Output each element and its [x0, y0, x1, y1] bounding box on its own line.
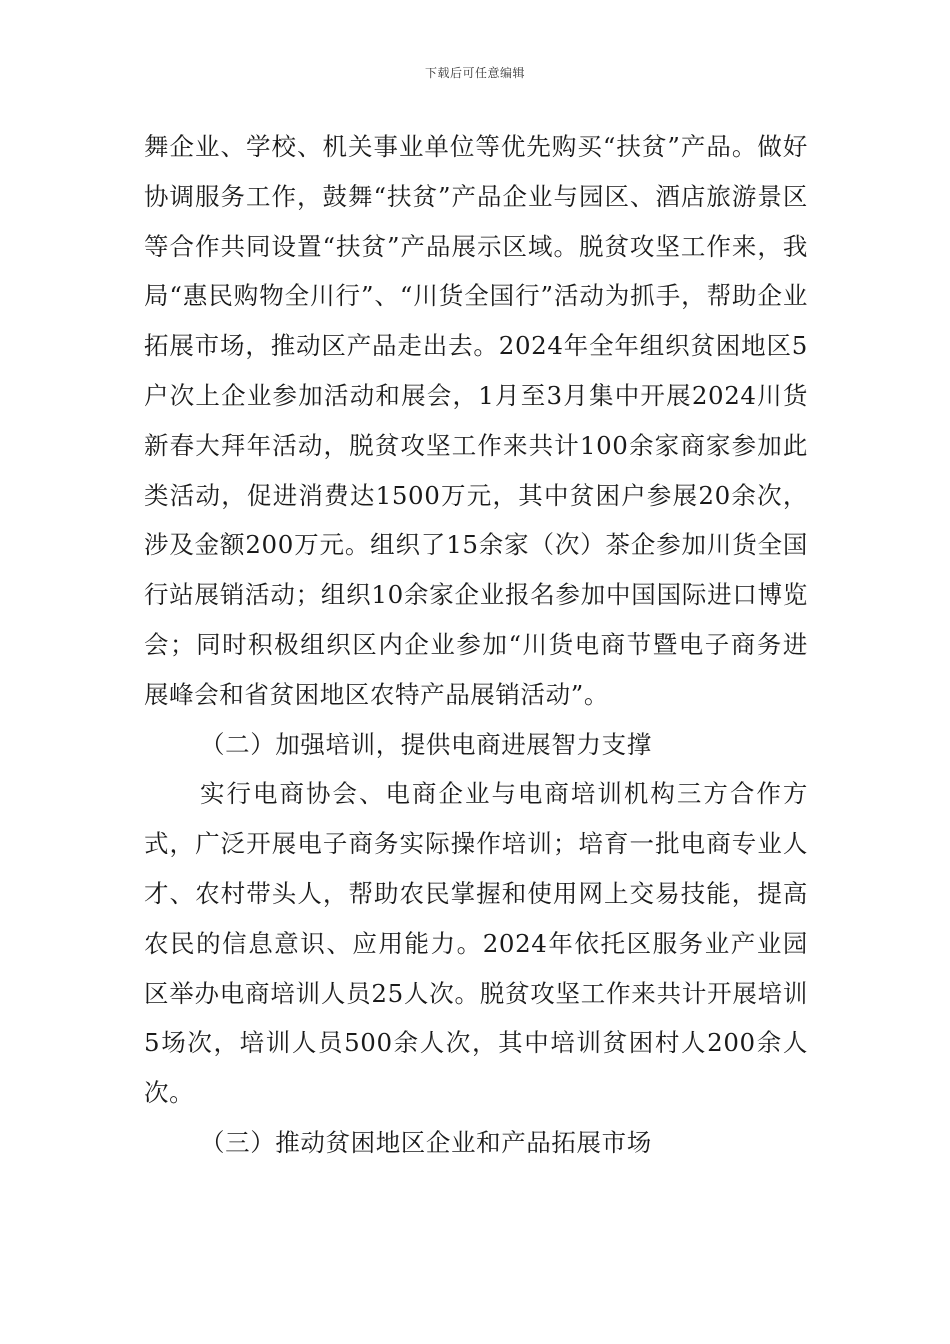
body-paragraph-1: 舞企业、学校、机关事业单位等优先购买“扶贫”产品。做好协调服务工作，鼓舞“扶贫”产品企业与园区、酒店旅游景区等合作共同设置“扶贫”产品展示区域。脱贫攻坚工作来，我局“惠民购物全川行”、“川货全国行”活动为抓手，帮助企业拓展市场，推动区产品走出去。2024年全年组织贫困地区5户次上企业参加活动和展会，1月至3月集中开展2024川货新春大拜年活动，脱贫攻坚工作来共计100余家商家参加此类活动，促进消费达1500万元，其中贫困户参展20余次，涉及金额200万元。组织了15余家（次）茶企参加川货全国行站展销活动；组织10余家企业报名参加中国国际进口博览会；同时积极组织区内企业参加“川货电商节暨电子商务进展峰会和省贫困地区农特产品展销活动”。 — [144, 132, 808, 709]
page-header-note: 下载后可任意编辑 — [424, 66, 525, 80]
document-body — [144, 122, 808, 1168]
section-heading-2: （二）加强培训，提供电商进展智力支撑 — [200, 729, 652, 759]
body-paragraph-2: 实行电商协会、电商企业与电商培训机构三方合作方式，广泛开展电子商务实际操作培训；培育一批电商专业人才、农村带头人，帮助农民掌握和使用网上交易技能，提高农民的信息意识、应用能力。2024年依托区服务业产业园区举办电商培训人员25人次。脱贫攻坚工作来共计开展培训5场次，培训人员500余人次，其中培训贫困村人200余人次。 — [144, 779, 808, 1108]
section-heading-3: （三）推动贫困地区企业和产品拓展市场 — [200, 1127, 652, 1157]
